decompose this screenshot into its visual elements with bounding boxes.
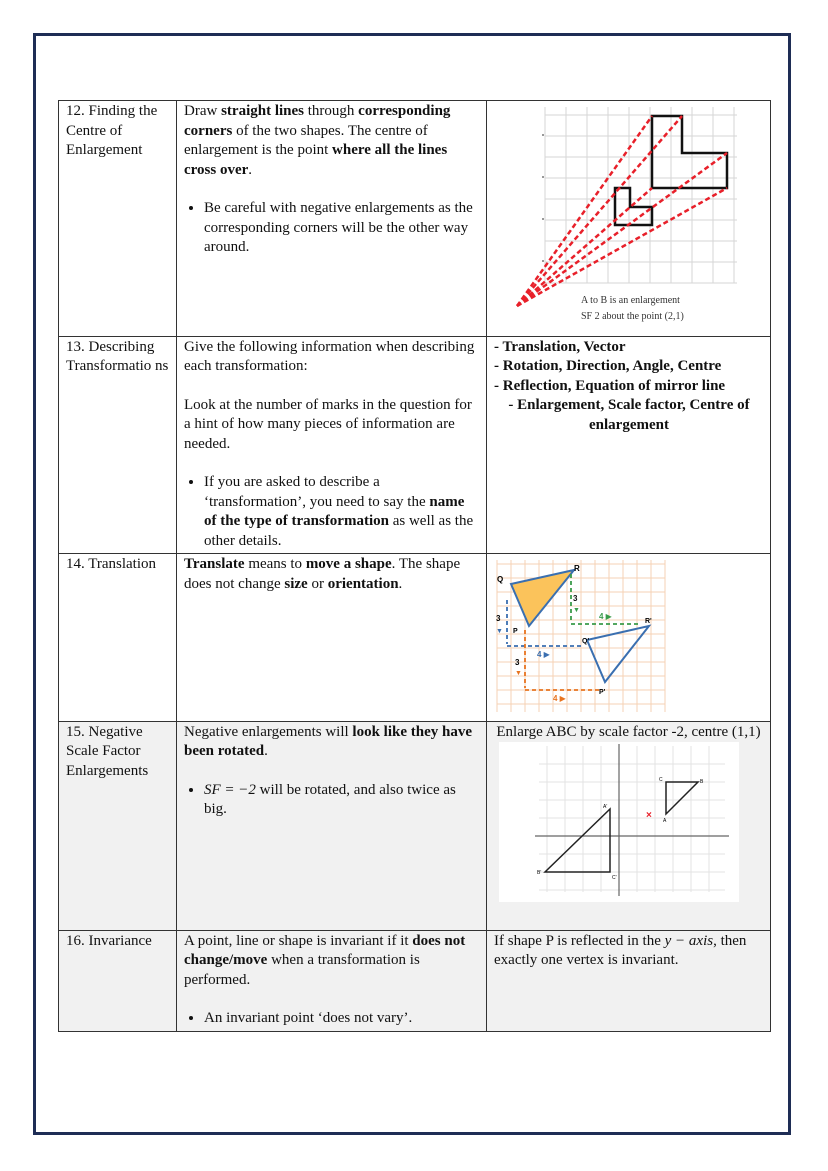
blue-vertical-3: 3	[496, 614, 501, 623]
bullet-note: • SF = −2 will be rotated, and also twice as big.	[204, 781, 480, 820]
description-cell	[177, 101, 487, 337]
topic-cell: 12. Finding the Centre of Enlargement	[59, 101, 177, 337]
negative-enlargement-diagram	[499, 742, 739, 902]
knowledge-table	[58, 100, 771, 1032]
list-item: - Rotation, Direction, Angle, Centre	[494, 358, 722, 374]
bullet-note: • Be careful with negative enlargements as the corresponding corners will be the other way around.	[204, 199, 480, 258]
enlargement-diagram	[487, 101, 771, 329]
point-c-prime: C'	[612, 875, 617, 881]
description-text: Give the following information when describing each transformation:	[184, 338, 475, 374]
blue-down-arrow: ▼	[496, 628, 503, 635]
list-item: - Enlargement, Scale factor, Centre of enlargement	[508, 397, 750, 433]
description-text: Draw straight lines through corresponding corners of the two shapes. The centre of enlargement is the point where all the lines cross over.	[184, 103, 451, 178]
translation-diagram	[487, 554, 771, 714]
point-c: C	[659, 777, 663, 783]
example-cell	[487, 554, 771, 722]
description-cell	[177, 721, 487, 930]
example-cell	[487, 721, 771, 930]
point-a: A	[663, 818, 667, 824]
row-describing-transformations	[59, 336, 771, 554]
example-prompt: Enlarge ABC by scale factor -2, centre (1,1)	[496, 723, 761, 740]
green-horizontal-4: 4 ▶	[599, 612, 612, 621]
green-down-arrow: ▼	[573, 607, 580, 614]
green-vertical-3: 3	[573, 594, 578, 603]
diagram-caption-1: A to B is an enlargement	[581, 295, 680, 306]
point-b-prime: B'	[537, 870, 542, 876]
vertex-r-prime: R'	[645, 618, 652, 625]
list-item: - Reflection, Equation of mirror line	[494, 377, 726, 394]
topic-cell: 16. Invariance	[59, 930, 177, 1031]
vertex-p: P	[513, 628, 518, 635]
triangle-abc	[666, 782, 698, 814]
description-cell	[177, 554, 487, 722]
orange-vertical-3: 3	[515, 658, 520, 667]
bullet-note: • If you are asked to describe a ‘transformation’, you need to say the name of the type of transformation as well as the other details.	[204, 473, 480, 551]
blue-horizontal-4: 4 ▶	[537, 650, 550, 659]
vertex-q: Q	[497, 575, 504, 584]
description-cell	[177, 930, 487, 1031]
orange-horizontal-4: 4 ▶	[553, 694, 566, 703]
point-b: B	[700, 779, 704, 785]
description-text: Translate means to move a shape. The shape does not change size or orientation.	[184, 556, 461, 592]
point-a-prime: A'	[603, 804, 608, 810]
topic-cell: 15. Negative Scale Factor Enlargements	[59, 721, 177, 930]
orange-down-arrow: ▼	[515, 670, 522, 677]
example-cell	[487, 101, 771, 337]
row-centre-of-enlargement	[59, 101, 771, 337]
vertex-r: R	[574, 564, 580, 573]
example-cell: If shape P is reflected in the y − axis, then exactly one vertex is invariant.	[487, 930, 771, 1031]
bullet-note: • An invariant point ‘does not vary’.	[204, 1009, 480, 1029]
description-text: A point, line or shape is invariant if it does not change/move when a transformation is performed.	[184, 932, 466, 988]
vertex-p-prime: P'	[599, 689, 606, 696]
row-invariance	[59, 930, 771, 1031]
marks-hint: Look at the number of marks in the question for a hint of how many pieces of information are needed.	[184, 396, 472, 452]
example-cell	[487, 336, 771, 554]
topic-cell: 13. Describing Transformatio ns	[59, 336, 177, 554]
list-item: - Translation, Vector	[494, 338, 626, 355]
enlarged-shape-b	[652, 116, 727, 188]
vertex-q-prime: Q'	[582, 638, 590, 645]
red-centre-mark: ×	[646, 810, 652, 821]
row-translation	[59, 554, 771, 722]
description-cell	[177, 336, 487, 554]
diagram-caption-2: SF 2 about the point (2,1)	[581, 311, 684, 322]
description-text: Negative enlargements will look like they have been rotated.	[184, 723, 473, 759]
row-negative-scale-factor	[59, 721, 771, 930]
topic-cell: 14. Translation	[59, 554, 177, 722]
construction-lines	[517, 116, 727, 306]
